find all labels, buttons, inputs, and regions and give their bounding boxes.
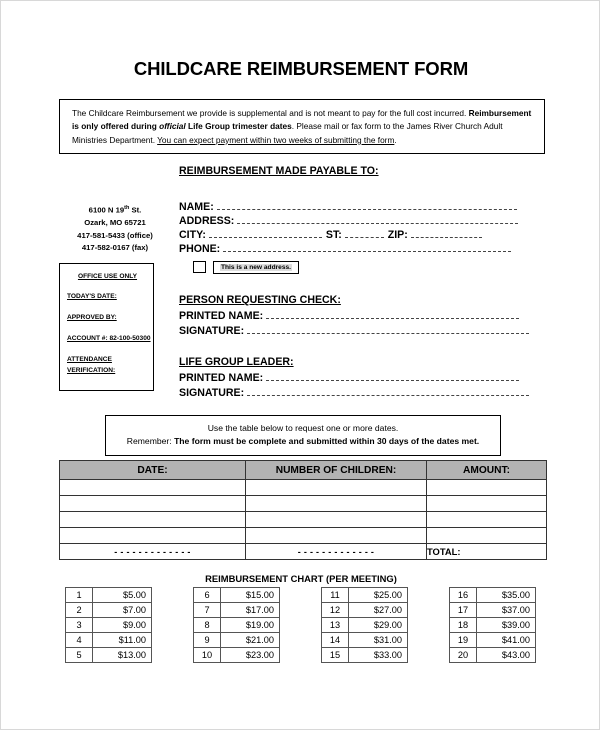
city-state-zip-row [179, 228, 482, 241]
chart-cell-number: 15 [322, 648, 349, 663]
chart-cell-number: 14 [322, 633, 349, 648]
chart-cell-amount: $23.00 [221, 648, 280, 663]
office-attendance-label-line2: VERIFICATION: [67, 367, 116, 374]
chart-cell-number: 10 [194, 648, 221, 663]
intro-note-box [59, 99, 545, 154]
chart-cell-amount: $39.00 [477, 618, 536, 633]
cell-amount[interactable] [427, 528, 547, 544]
table-row[interactable] [60, 496, 547, 512]
chart-cell-number: 8 [194, 618, 221, 633]
reimbursement-chart-title: REIMBURSEMENT CHART (PER MEETING) [205, 573, 397, 584]
chart-cell-number: 13 [322, 618, 349, 633]
chart-row [194, 648, 280, 663]
instruction-box [105, 415, 501, 456]
cell-amount[interactable] [427, 512, 547, 528]
instruction-line-1: Use the table below to request one or more dates. [207, 423, 399, 433]
chart-cell-number: 2 [66, 603, 93, 618]
chart-row [66, 588, 152, 603]
zip-input[interactable] [411, 228, 482, 238]
chart-cell-amount: $35.00 [477, 588, 536, 603]
church-address-line3: 417-581-5433 (office) [77, 230, 153, 240]
new-address-label-box [213, 261, 299, 274]
cell-number[interactable] [246, 512, 427, 528]
chart-cell-amount: $15.00 [221, 588, 280, 603]
leader-signature-row [179, 386, 529, 399]
intro-bold1: Reimbursement is only offered during [72, 108, 532, 132]
chart-cell-amount: $7.00 [93, 603, 152, 618]
chart-row [194, 588, 280, 603]
chart-cell-amount: $37.00 [477, 603, 536, 618]
chart-cell-amount: $31.00 [349, 633, 408, 648]
chart-cell-number: 1 [66, 588, 93, 603]
chart-cell-amount: $9.00 [93, 618, 152, 633]
reimbursement-chart-group-3 [321, 587, 408, 663]
new-address-label: This is a new address. [221, 263, 291, 271]
request-table [59, 460, 547, 560]
chart-row [66, 633, 152, 648]
person-signature-row [179, 324, 529, 337]
phone-label: PHONE: [179, 243, 221, 255]
chart-cell-number: 18 [450, 618, 477, 633]
intro-part2: . Please mail or fax form to the James River Church Adult Ministries Department. [72, 121, 503, 145]
phone-field-row [179, 242, 511, 255]
table-row[interactable] [60, 528, 547, 544]
chart-row [450, 618, 536, 633]
cell-amount[interactable] [427, 496, 547, 512]
address-input[interactable] [237, 214, 518, 224]
chart-cell-number: 9 [194, 633, 221, 648]
person-signature-label: SIGNATURE: [179, 325, 245, 337]
chart-cell-amount: $21.00 [221, 633, 280, 648]
leader-printed-name-input[interactable] [266, 371, 519, 381]
leader-printed-name-label: PRINTED NAME: [179, 372, 264, 384]
life-group-leader-heading: LIFE GROUP LEADER: [179, 356, 294, 368]
leader-signature-label: SIGNATURE: [179, 387, 245, 399]
chart-cell-number: 6 [194, 588, 221, 603]
instruction-line-2-bold: The form must be complete and submitted within 30 days of the dates met. [174, 436, 480, 447]
address-label: ADDRESS: [179, 215, 235, 227]
instruction-line-2 [112, 435, 494, 448]
new-address-row [193, 261, 299, 274]
office-todays-date-label: TODAY'S DATE: [67, 293, 117, 300]
new-address-checkbox[interactable] [193, 261, 206, 273]
office-attendance-label-line1: ATTENDANCE [67, 356, 112, 363]
chart-cell-amount: $13.00 [93, 648, 152, 663]
chart-row [66, 648, 152, 663]
column-header-number-of-children: NUMBER OF CHILDREN: [246, 461, 427, 480]
church-address-line2: Ozark, MO 65721 [84, 218, 146, 228]
office-approved-by-label: APPROVED BY: [67, 314, 117, 321]
chart-row [322, 633, 408, 648]
chart-cell-amount: $5.00 [93, 588, 152, 603]
reimbursement-chart-group-2 [193, 587, 280, 663]
payable-section-heading: REIMBURSEMENT MADE PAYABLE TO: [179, 165, 379, 177]
column-header-date: DATE: [60, 461, 246, 480]
office-use-title: OFFICE USE ONLY [77, 273, 138, 280]
chart-cell-number: 12 [322, 603, 349, 618]
office-account-number-label: ACCOUNT #: 82-100-50300 [67, 335, 151, 342]
chart-cell-number: 7 [194, 603, 221, 618]
chart-cell-number: 17 [450, 603, 477, 618]
chart-row [450, 648, 536, 663]
chart-row [322, 618, 408, 633]
city-input[interactable] [209, 228, 322, 238]
table-total-row [60, 544, 547, 560]
person-printed-name-row [179, 309, 519, 322]
state-label: ST: [325, 229, 342, 241]
chart-cell-number: 4 [66, 633, 93, 648]
reimbursement-chart-group-4 [449, 587, 536, 663]
name-field-row [179, 200, 517, 213]
phone-input[interactable] [223, 242, 511, 252]
chart-cell-amount: $33.00 [349, 648, 408, 663]
cell-number[interactable] [246, 528, 427, 544]
cell-number[interactable] [246, 480, 427, 496]
church-address-line1 [59, 204, 171, 217]
chart-cell-amount: $27.00 [349, 603, 408, 618]
address-field-row [179, 214, 518, 227]
column-header-amount: AMOUNT: [427, 461, 547, 480]
cell-number[interactable] [246, 496, 427, 512]
table-row[interactable] [60, 512, 547, 528]
church-address-block [59, 204, 171, 254]
chart-cell-amount: $29.00 [349, 618, 408, 633]
person-signature-input[interactable] [247, 324, 529, 334]
name-label: NAME: [179, 201, 214, 213]
cell-date[interactable] [60, 480, 246, 496]
cell-date[interactable] [60, 496, 246, 512]
cell-date[interactable] [60, 528, 246, 544]
intro-part3: . [394, 134, 397, 145]
intro-underlined: You can expect payment within two weeks of submitting the form [157, 134, 395, 145]
chart-cell-number: 11 [322, 588, 349, 603]
page-title: CHILDCARE REIMBURSEMENT FORM [133, 58, 469, 79]
total-row-number-dashes: - - - - - - - - - - - - - [246, 544, 427, 560]
chart-row [194, 603, 280, 618]
intro-part1: The Childcare Reimbursement we provide is supplemental and is not meant to pay for the full cost incurred. [72, 108, 469, 118]
state-input[interactable] [345, 228, 384, 238]
chart-cell-number: 20 [450, 648, 477, 663]
chart-row [322, 603, 408, 618]
person-requesting-heading: PERSON REQUESTING CHECK: [179, 294, 341, 306]
chart-row [450, 633, 536, 648]
intro-note-text [72, 107, 535, 147]
intro-italic1: official [159, 121, 186, 132]
cell-date[interactable] [60, 512, 246, 528]
church-address-line1-sup: th [124, 205, 130, 211]
table-row[interactable] [60, 480, 547, 496]
chart-row [450, 588, 536, 603]
chart-cell-number: 5 [66, 648, 93, 663]
form-body [1, 1, 600, 731]
church-address-line4: 417-582-0167 (fax) [81, 242, 149, 252]
person-printed-name-input[interactable] [266, 309, 519, 319]
chart-cell-amount: $17.00 [221, 603, 280, 618]
intro-bold2: Life Group trimester dates [185, 121, 292, 132]
total-row-date-dashes: - - - - - - - - - - - - - [60, 544, 246, 560]
name-input[interactable] [217, 200, 517, 210]
chart-row [322, 648, 408, 663]
chart-row [450, 603, 536, 618]
leader-signature-input[interactable] [247, 386, 529, 396]
chart-cell-amount: $19.00 [221, 618, 280, 633]
chart-cell-amount: $43.00 [477, 648, 536, 663]
chart-cell-number: 16 [450, 588, 477, 603]
person-printed-name-label: PRINTED NAME: [179, 310, 264, 322]
leader-printed-name-row [179, 371, 519, 384]
office-use-only-box [59, 263, 154, 391]
table-header-row [60, 461, 547, 480]
chart-cell-number: 19 [450, 633, 477, 648]
chart-row [66, 618, 152, 633]
chart-cell-amount: $11.00 [93, 633, 152, 648]
chart-cell-amount: $41.00 [477, 633, 536, 648]
church-address-line1-pre: 6100 N 19 [88, 205, 125, 215]
chart-cell-amount: $25.00 [349, 588, 408, 603]
chart-cell-number: 3 [66, 618, 93, 633]
church-address-line1-post: St. [129, 205, 142, 215]
chart-row [322, 588, 408, 603]
chart-row [66, 603, 152, 618]
reimbursement-chart-group-1 [65, 587, 152, 663]
zip-label: ZIP: [387, 229, 408, 241]
city-label: CITY: [179, 229, 206, 241]
chart-row [194, 633, 280, 648]
cell-amount[interactable] [427, 480, 547, 496]
chart-row [194, 618, 280, 633]
total-label: TOTAL: [427, 544, 547, 560]
instruction-line-2-prefix: Remember: [126, 436, 175, 447]
